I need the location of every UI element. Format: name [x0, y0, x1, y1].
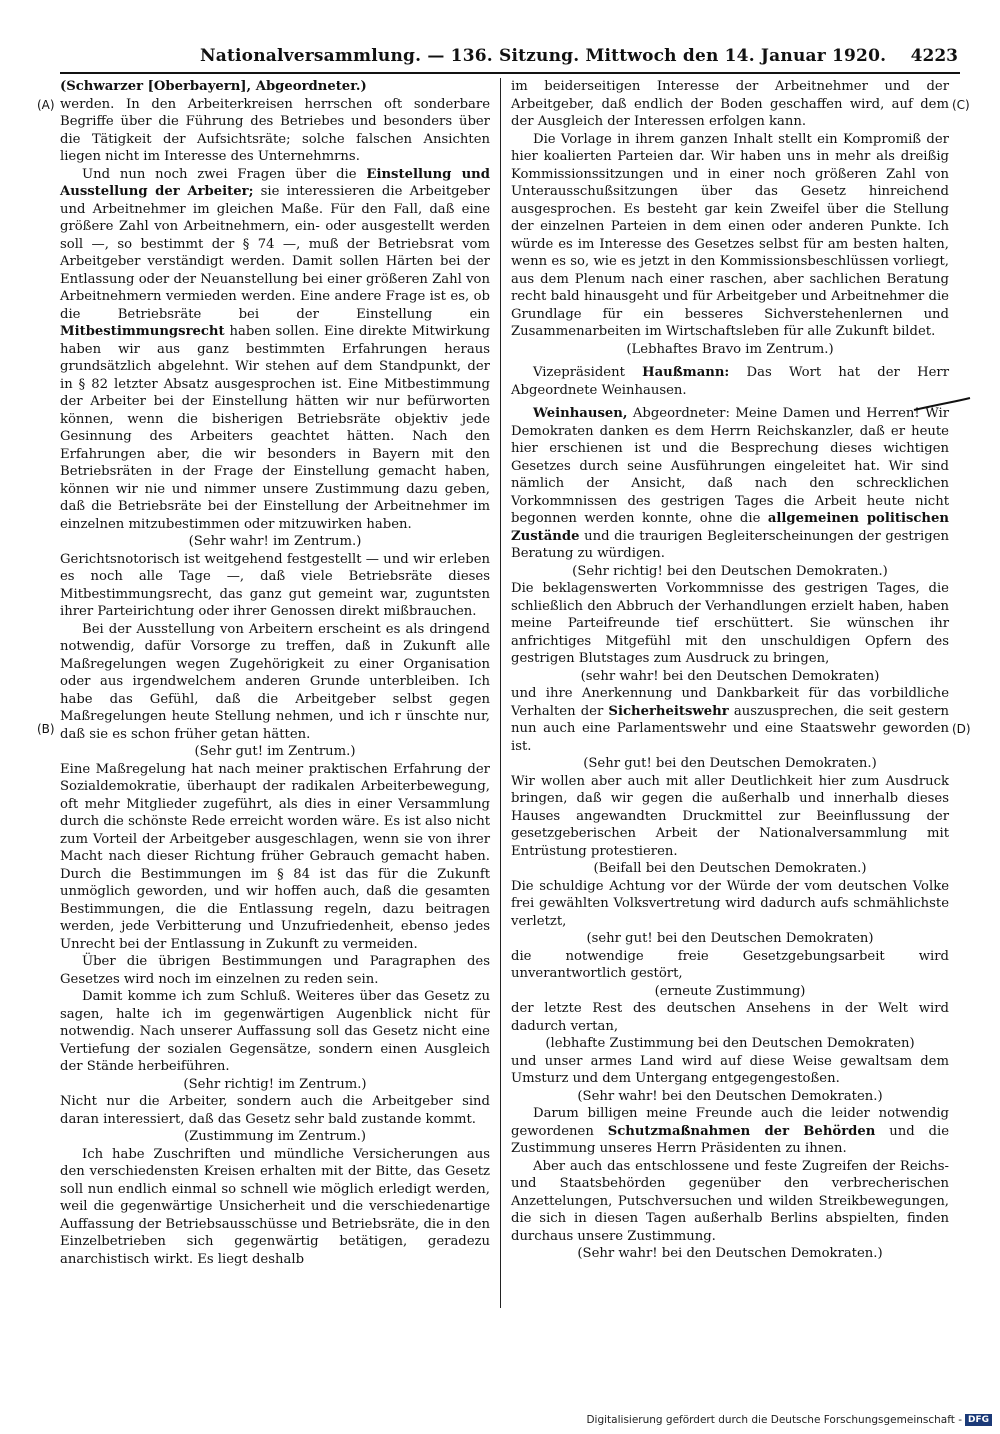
interjection: (Sehr gut! bei den Deutschen Demokraten.) [583, 756, 877, 771]
paragraph: Ich habe Zuschriften und mündliche Versicherungen aus den verschiedensten Kreisen erhalten mit der Bitte, das Gesetz soll nun endlich einmal so schnell wie möglich erledigt werden, weil die gegenwärtige Unsicherheit und die verschiedenartige Auffassung der Betriebsausschüsse und Betriebsräte, die in den Einzelbetrieben sich gegenwärtig betätigen, geradezu anarchistisch wirkt. Es liegt deshalb [60, 1146, 490, 1267]
paragraph: Und nun noch zwei Fragen über die Einstellung und Ausstellung der Arbeiter; sie interessieren die Arbeitgeber und Arbeitnehmer im gleichen Maße. Für den Fall, daß eine größere Zahl von Arbeitnehmern, ein- oder ausgestellt werden soll —, so bestimmt der § 74 —, muß der Betriebsrat vom Arbeitgeber verständigt werden. Damit sollen Härten bei der Entlassung oder der Neuanstellung bei einer größeren Zahl von Arbeitnehmern vermieden werden. Eine andere Frage ist es, ob die Betriebsräte bei der Einstellung ein Mitbestimmungsrecht haben sollen. Eine direkte Mitwirkung haben wir aus ganz bestimmten Erfahrungen heraus grundsätzlich abgelehnt. Wir stehen auf dem Standpunkt, der in § 82 letzter Absatz ausgesprochen ist. Eine Mitbestimmung der Arbeiter bei der Einstellung hätten wir nur befürworten können, wenn die bisherigen Betriebsräte objektiv jede Gesinnung des Arbeiters geachtet hätten. Nach den Erfahrungen aber, die wir besonders in Bayern mit den Betriebsräten in der Frage der Einstellung gemacht haben, können wir nie und nimmer unsere Zustimmung dazu geben, daß die Betriebsräte bei der Einstellung der Arbeitnehmer im einzelnen mitzubestimmen oder mitzuwirken haben. [60, 166, 490, 532]
interjection: (Sehr wahr! bei den Deutschen Demokraten.) [577, 1246, 883, 1261]
paragraph: und unser armes Land wird auf diese Weise gewaltsam dem Umsturz und dem Untergang entgegengestoßen. [511, 1053, 949, 1086]
speaker-line: (Schwarzer [Oberbayern], Abgeordneter.) [60, 79, 367, 94]
header-title: Nationalversammlung. — 136. Sitzung. Mittwoch den 14. Januar 1920. [200, 46, 887, 66]
margin-marker-b: (B) [37, 722, 55, 736]
interjection: (lebhafte Zustimmung bei den Deutschen Demokraten) [545, 1036, 915, 1051]
interjection: (Zustimmung im Zentrum.) [183, 1129, 367, 1144]
paragraph: Die Vorlage in ihrem ganzen Inhalt stellt ein Kompromiß der hier koalierten Parteien dar. Wir haben uns in mehr als dreißig Kommissionssitzungen und in einer noch größeren Zahl von Unterausschußsitzungen über das Gesetz hinreichend ausgesprochen. Es besteht gar kein Zweifel über die Stellung der einzelnen Parteien in dem einen oder anderen Punkte. Ich würde es im Interesse des Gesetzes selbst für am besten halten, wenn es so, wie es jetzt in den Kommissionsbeschlüssen vorliegt, aus dem Plenum nach einer raschen, aber sachlichen Beratung recht bald hinausgeht und für Arbeitgeber und Arbeitnehmer die Grundlage für ein besseres Sichverstehenlernen und Zusammenarbeiten im Wirtschaftsleben für alle Zukunft bildet. [511, 131, 949, 339]
paragraph: im beiderseitigen Interesse der Arbeitnehmer und der Arbeitgeber, daß endlich der Boden geschaffen wird, auf dem der Ausgleich der Interessen erfolgen kann. [511, 79, 949, 129]
paragraph: Darum billigen meine Freunde auch die leider notwendig gewordenen Schutzmaßnahmen der Behörden und die Zustimmung unseres Herrn Präsidenten zu ihnen. [511, 1106, 949, 1156]
interjection: (Sehr gut! im Zentrum.) [194, 744, 356, 759]
paragraph: Die schuldige Achtung vor der Würde der vom deutschen Volke frei gewählten Volksvertretung wird dadurch aufs schmählichste verletzt, [511, 878, 949, 929]
interjection: (Lebhaftes Bravo im Zentrum.) [626, 341, 834, 357]
column-divider [500, 78, 501, 1308]
left-column [60, 78, 490, 1268]
paragraph: und ihre Anerkennung und Dankbarkeit für das vorbildliche Verhalten der Sicherheitswehr auszusprechen, die seit gestern nun auch eine Parlamentswehr und eine Staatswehr geworden ist. [511, 686, 949, 754]
paragraph: Damit komme ich zum Schluß. Weiteres über das Gesetz zu sagen, halte ich im gegenwärtigen Augenblick nicht für notwendig. Nach unserer Auffassung soll das Gesetz nicht eine Vertiefung der sozialen Gegensätze, sondern einen Ausgleich der Stände herbeiführen. [60, 989, 490, 1074]
paragraph: Gerichtsnotorisch ist weitgehend festgestellt — und wir erleben es noch alle Tage —, daß viele Betriebsräte dieses Mitbestimmungsrecht, das ganz gut gemeint war, zuguntsten ihrer Parteirichtung oder ihrer Genossen direkt mißbrauchen. [60, 551, 490, 619]
interjection: (sehr wahr! bei den Deutschen Demokraten) [580, 668, 880, 684]
paragraph: werden. In den Arbeiterkreisen herrschen oft sonderbare Begriffe über die Führung des Betriebes und besonders über die Tätigkeit der Aufsichtsräte; solche falschen Ansichten liegen nicht im Interesse des Unternehmrns. [60, 96, 490, 164]
paragraph: der letzte Rest des deutschen Ansehens in der Welt wird dadurch vertan, [511, 1001, 949, 1034]
vice-president-line: Vizepräsident Haußmann: Das Wort hat der Herr Abgeordnete Weinhausen. [511, 365, 950, 398]
right-column [511, 78, 949, 1263]
interjection: (Sehr richtig! bei den Deutschen Demokraten.) [572, 563, 888, 579]
paragraph: Über die übrigen Bestimmungen und Paragraphen des Gesetzes wird noch im einzelnen zu reden sein. [60, 954, 490, 987]
interjection: (Beifall bei den Deutschen Demokraten.) [593, 861, 867, 876]
digitization-footer [586, 1414, 992, 1426]
footer-text: Digitalisierung gefördert durch die Deutsche Forschungsgemeinschaft - [586, 1414, 962, 1426]
interjection: (erneute Zustimmung) [654, 983, 806, 999]
paragraph: die notwendige freie Gesetzgebungsarbeit wird unverantwortlich gestört, [511, 948, 949, 981]
paragraph: Wir wollen aber auch mit aller Deutlichkeit hier zum Ausdruck bringen, daß wir gegen die außerhalb und innerhalb dieses Hauses angewandten Druckmittel zur Beeinflussung der gesetzgeberischen Arbeit der Nationalversammlung mit Entrüstung protestieren. [511, 773, 949, 859]
paragraph: Nicht nur die Arbeiter, sondern auch die Arbeitgeber sind daran interessiert, daß das Gesetz sehr bald zustande kommt. [60, 1094, 490, 1127]
margin-marker-d: (D) [952, 722, 971, 736]
paragraph: Eine Maßregelung hat nach meiner praktischen Erfahrung der Sozialdemokratie, überhaupt der radikalen Arbeiterbewegung, oft mehr Mitglieder zugeführt, als dies in einer Versammlung durch die schönste Rede erreicht worden wäre. Es ist also nicht zum Vorteil der Arbeitgeber ausgeschlagen, wenn sie von ihrer Macht nach dieser Richtung früher Gebrauch gemacht haben. Durch die Bestimmungen im § 84 ist das für die Zukunft unmöglich geworden, und wir hoffen auch, daß die gesamten Bestimmungen, die die Entlassung regeln, dazu beitragen werden, jede Verbitterung und Unzufriedenheit, ebenso jedes Unrecht bei der Entlassung in Zukunft zu vermeiden. [60, 761, 490, 952]
paragraph: Aber auch das entschlossene und feste Zugreifen der Reichs- und Staatsbehörden gegenüber den verbrecherischen Anzettelungen, Putschversuchen und wilden Streikbewegungen, die sich in diesen Tagen außerhalb Berlins abspielten, finden durchaus unsere Zustimmung. [511, 1158, 949, 1244]
margin-marker-c: (C) [952, 98, 970, 112]
page-header [60, 44, 960, 74]
pen-mark [912, 396, 972, 414]
interjection: (sehr gut! bei den Deutschen Demokraten) [586, 931, 874, 946]
margin-marker-a: (A) [37, 98, 55, 112]
page-number: 4223 [910, 46, 958, 66]
paragraph: Die beklagenswerten Vorkommnisse des gestrigen Tages, die schließlich den Abbruch der Verhandlungen erzielt haben, haben meine Parteifreunde tief erschüttert. Sie wünschen ihr anfrichtiges Mitgefühl mit den unschuldigen Opfern des gestrigen Blutstages zum Ausdruck zu bringen, [511, 581, 949, 666]
interjection: (Sehr richtig! im Zentrum.) [183, 1076, 367, 1092]
paragraph: Bei der Ausstellung von Arbeitern erscheint es als dringend notwendig, dafür Vorsorge zu treffen, daß in Zukunft alle Maßregelungen wegen Zugehörigkeit zu einer Organisation oder aus irgendwelchem anderen Grunde unterbleiben. Ich habe das Gefühl, daß die Arbeitgeber selbst gegen Maßregelungen heute Stellung nehmen, und ich r ünschte nur, daß sie es schon früher getan hätten. [60, 621, 490, 742]
interjection: (Sehr wahr! bei den Deutschen Demokraten.) [577, 1088, 883, 1104]
interjection: (Sehr wahr! im Zentrum.) [188, 534, 362, 549]
speaker-weinhausen: Weinhausen, Abgeordneter: Meine Damen und Herren! Wir Demokraten danken es dem Herrn Reichskanzler, daß er heute hier erschienen ist und die Besprechung dieses wichtigen Gesetzes durch seine Ausführungen eingeleitet hat. Wir sind nämlich der Ansicht, daß nach den schrecklichen Vorkommnissen des gestrigen Tages die Arbeit heute nicht begonnen werden konnte, ohne die allgemeinen politischen Zustände und die traurigen Begleiterscheinungen der gestrigen Beratung zu würdigen. [511, 406, 949, 561]
dfg-logo: DFG [965, 1414, 992, 1426]
